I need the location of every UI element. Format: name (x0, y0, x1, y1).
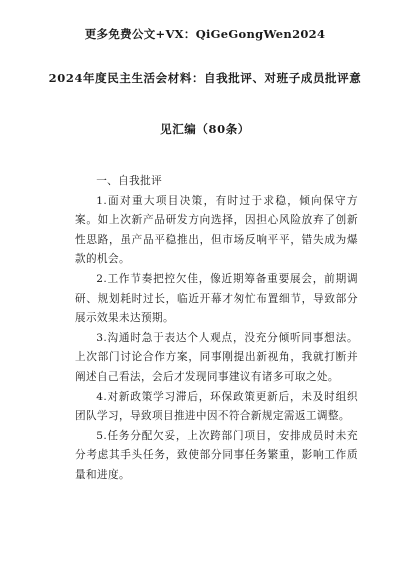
document-title-line-2: 见汇编（80条） (160, 122, 250, 136)
paragraph-4: 4.对新政策学习滞后，环保政策更新后，未及时组织团队学习，导致项目推进中因不符合新规定需返工调整。 (75, 390, 358, 423)
document-title-line-1: 2024年度民主生活会材料：自我批评、对班子成员批评意 (48, 71, 362, 85)
paragraph-1: 1.面对重大项目决策，有时过于求稳，倾向保守方案。如上次新产品研发方向选择，因担心风险放弃了创新性思路，虽产品平稳推出，但市场反响平平，错失成为爆款的机会。 (75, 194, 358, 266)
paragraph-3: 3.沟通时急于表达个人观点，没充分倾听同事想法。上次部门讨论合作方案，同事刚提出新视角，我就打断并阐述自己看法，会后才发现同事建议有诸多可取之处。 (75, 331, 358, 383)
paragraph-2: 2.工作节奏把控欠佳，像近期筹备重要展会，前期调研、规划耗时过长，临近开幕才匆忙布置细节，导致部分展示效果未达预期。 (75, 272, 358, 325)
paragraph-5: 5.任务分配欠妥，上次跨部门项目，安排成员时未充分考虑其手头任务，致使部分同事任务繁重，影响工作质量和进度。 (75, 429, 358, 481)
section-heading: 一、自我批评 (96, 175, 163, 187)
document-body (75, 172, 358, 486)
promo-note: 更多免费公文+VX：QiGeGongWen2024 (84, 27, 326, 41)
